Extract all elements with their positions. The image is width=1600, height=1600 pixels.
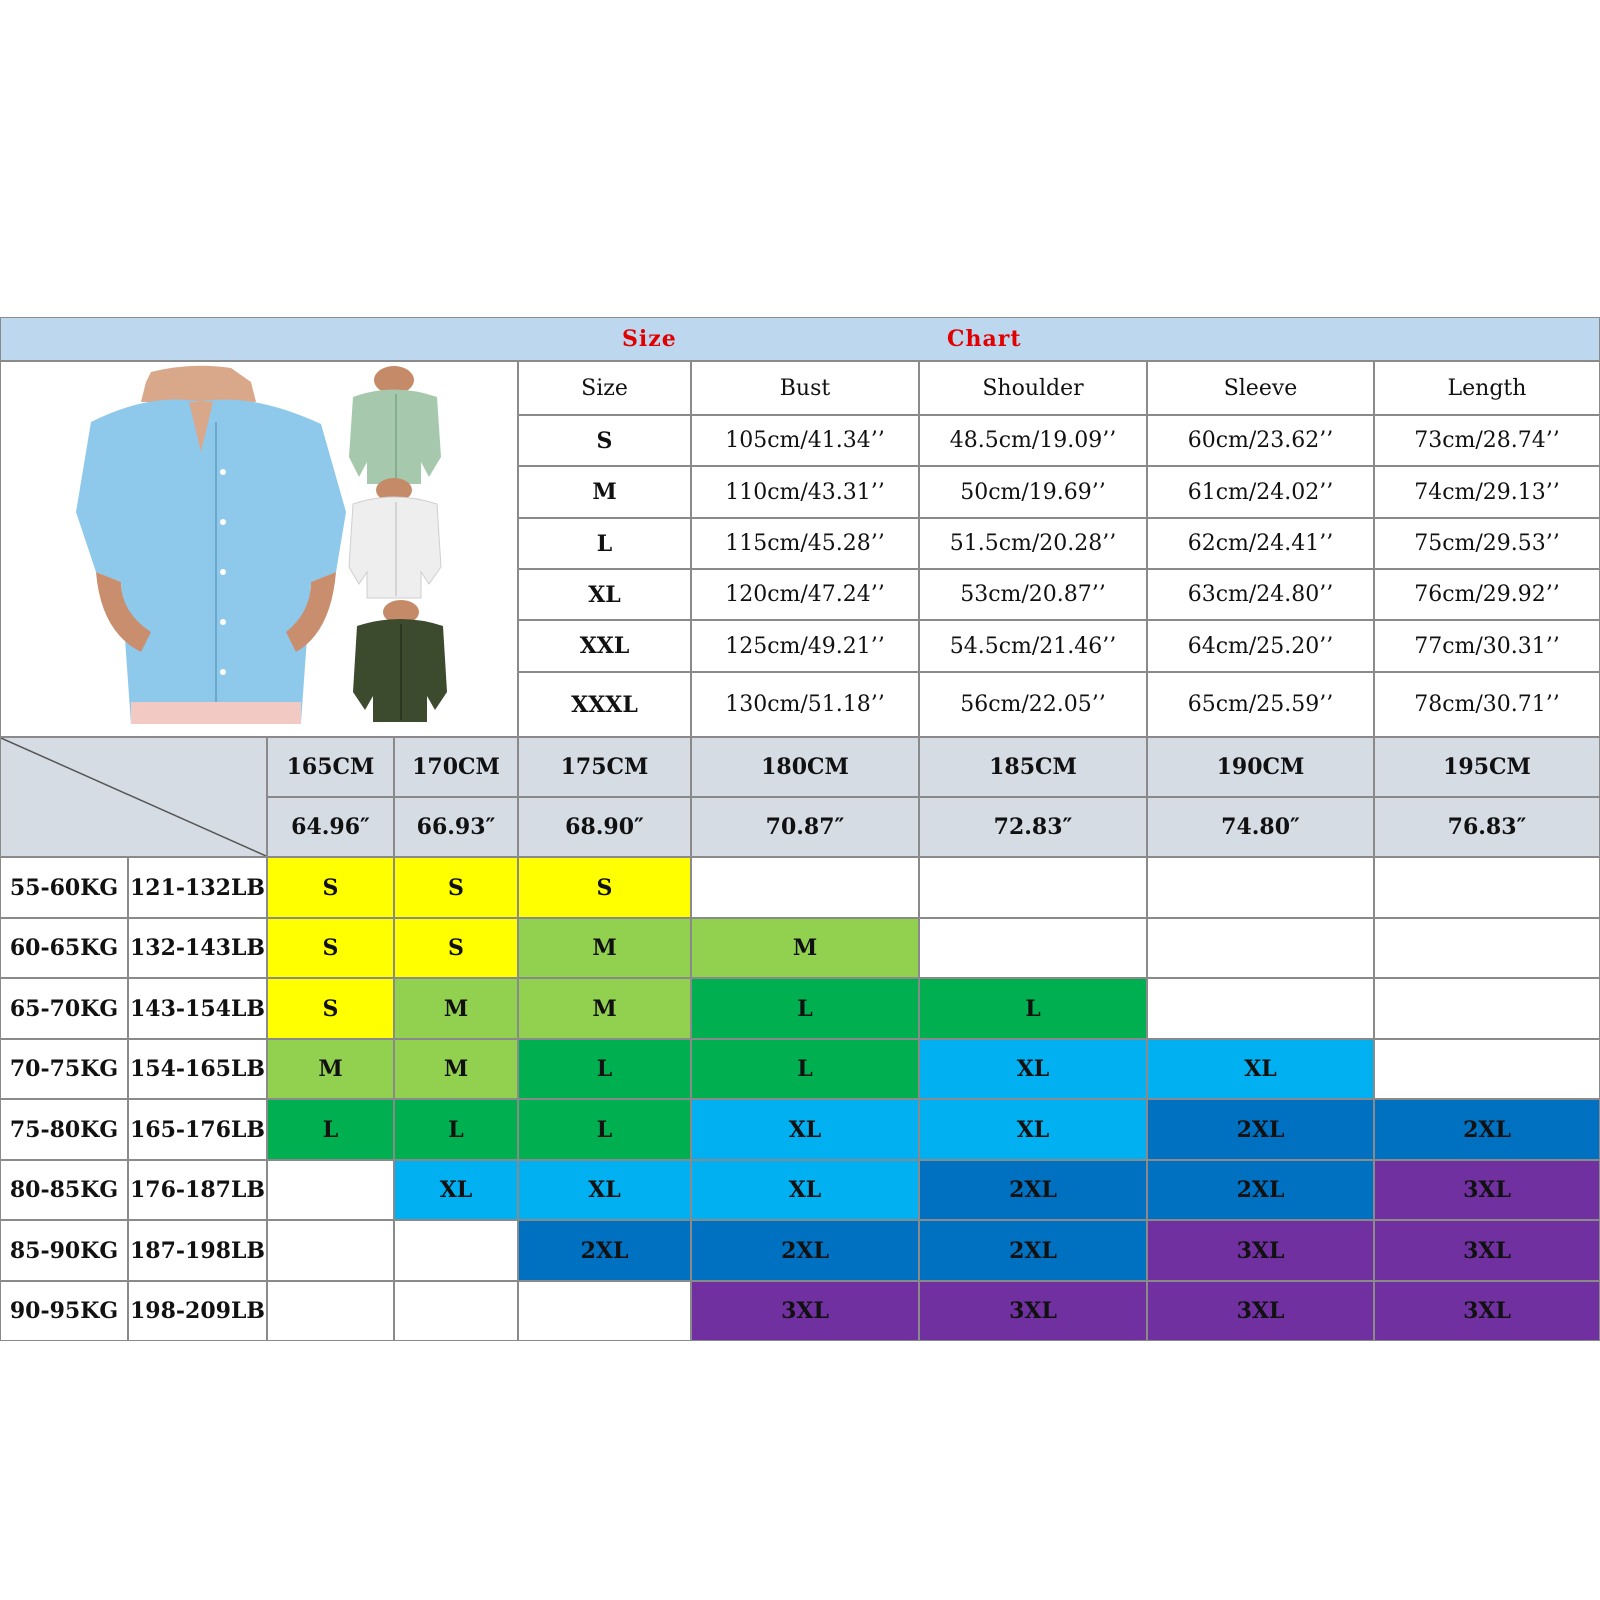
measure-value: 74cm/29.13’’ (1374, 466, 1600, 518)
height-inch-header: 76.83″ (1374, 797, 1600, 857)
fit-size-cell: XL (691, 1160, 919, 1220)
weight-kg-label: 55-60KG (0, 857, 128, 918)
fit-size-cell: 2XL (691, 1220, 919, 1281)
fit-size-cell: L (691, 978, 919, 1039)
height-inch-header: 66.93″ (394, 797, 518, 857)
fit-empty-cell (394, 1281, 518, 1341)
measure-value: 62cm/24.41’’ (1147, 518, 1374, 569)
fit-size-cell: M (518, 978, 691, 1039)
fit-size-cell: 3XL (1147, 1220, 1374, 1281)
fit-size-cell: S (394, 918, 518, 978)
fit-size-cell: M (518, 918, 691, 978)
measure-value: 115cm/45.28’’ (691, 518, 919, 569)
measure-value: 120cm/47.24’’ (691, 569, 919, 620)
weight-kg-label: 90-95KG (0, 1281, 128, 1341)
fit-size-cell: 2XL (1374, 1099, 1600, 1160)
fit-size-cell: S (267, 918, 394, 978)
fit-size-cell: XL (518, 1160, 691, 1220)
fit-empty-cell (518, 1281, 691, 1341)
height-cm-header: 180CM (691, 737, 919, 797)
weight-lb-label: 198-209LB (128, 1281, 267, 1341)
fit-size-cell: L (518, 1099, 691, 1160)
fit-empty-cell (691, 857, 919, 918)
shirt-models-illustration (1, 362, 517, 736)
measure-value: 61cm/24.02’’ (1147, 466, 1374, 518)
fit-size-cell: L (919, 978, 1147, 1039)
measure-size-label: M (518, 466, 691, 518)
main-model-blue-shirt (76, 366, 346, 724)
title-chart-word: Chart (947, 326, 1022, 352)
fit-empty-cell (1374, 918, 1600, 978)
weight-lb-label: 132-143LB (128, 918, 267, 978)
height-cm-header: 195CM (1374, 737, 1600, 797)
height-inch-header: 74.80″ (1147, 797, 1374, 857)
fit-empty-cell (919, 918, 1147, 978)
measure-value: 48.5cm/19.09’’ (919, 415, 1147, 466)
measure-header-length: Length (1374, 361, 1600, 415)
fit-size-cell: L (394, 1099, 518, 1160)
fit-empty-cell (267, 1160, 394, 1220)
height-inch-header: 68.90″ (518, 797, 691, 857)
fit-size-cell: S (394, 857, 518, 918)
fit-size-cell: 3XL (1147, 1281, 1374, 1341)
weight-kg-label: 70-75KG (0, 1039, 128, 1099)
fit-size-cell: 3XL (1374, 1160, 1600, 1220)
diagonal-header-cell (0, 737, 267, 857)
fit-size-cell: S (267, 857, 394, 918)
measure-value: 54.5cm/21.46’’ (919, 620, 1147, 672)
diagonal-line (1, 738, 266, 856)
measure-value: 130cm/51.18’’ (691, 672, 919, 737)
measure-size-label: XL (518, 569, 691, 620)
fit-empty-cell (267, 1281, 394, 1341)
weight-lb-label: 143-154LB (128, 978, 267, 1039)
measure-value: 63cm/24.80’’ (1147, 569, 1374, 620)
fit-empty-cell (1147, 857, 1374, 918)
measure-value: 77cm/30.31’’ (1374, 620, 1600, 672)
title-band (0, 317, 1600, 361)
fit-size-cell: 2XL (1147, 1160, 1374, 1220)
weight-lb-label: 165-176LB (128, 1099, 267, 1160)
title-size-word: Size (622, 326, 677, 352)
height-inch-header: 64.96″ (267, 797, 394, 857)
fit-size-cell: XL (919, 1039, 1147, 1099)
fit-size-cell: L (267, 1099, 394, 1160)
fit-size-cell: 3XL (1374, 1281, 1600, 1341)
measure-value: 50cm/19.69’’ (919, 466, 1147, 518)
small-model-white-shirt (349, 478, 441, 598)
measure-size-label: XXXL (518, 672, 691, 737)
fit-size-cell: XL (691, 1099, 919, 1160)
measure-value: 78cm/30.71’’ (1374, 672, 1600, 737)
height-cm-header: 175CM (518, 737, 691, 797)
fit-empty-cell (1374, 978, 1600, 1039)
fit-size-cell: XL (1147, 1039, 1374, 1099)
fit-empty-cell (1147, 918, 1374, 978)
measure-value: 51.5cm/20.28’’ (919, 518, 1147, 569)
fit-empty-cell (1147, 978, 1374, 1039)
fit-size-cell: 3XL (691, 1281, 919, 1341)
weight-lb-label: 187-198LB (128, 1220, 267, 1281)
small-model-green-shirt (349, 366, 441, 484)
measure-value: 110cm/43.31’’ (691, 466, 919, 518)
measure-value: 73cm/28.74’’ (1374, 415, 1600, 466)
weight-lb-label: 154-165LB (128, 1039, 267, 1099)
measure-size-label: S (518, 415, 691, 466)
fit-size-cell: 2XL (518, 1220, 691, 1281)
fit-size-cell: L (691, 1039, 919, 1099)
height-cm-header: 185CM (919, 737, 1147, 797)
fit-size-cell: 2XL (919, 1220, 1147, 1281)
weight-kg-label: 85-90KG (0, 1220, 128, 1281)
measure-value: 76cm/29.92’’ (1374, 569, 1600, 620)
measure-value: 53cm/20.87’’ (919, 569, 1147, 620)
measure-value: 56cm/22.05’’ (919, 672, 1147, 737)
fit-size-cell: M (394, 1039, 518, 1099)
height-cm-header: 170CM (394, 737, 518, 797)
fit-size-cell: XL (394, 1160, 518, 1220)
measure-size-label: XXL (518, 620, 691, 672)
measure-value: 125cm/49.21’’ (691, 620, 919, 672)
measure-header-sleeve: Sleeve (1147, 361, 1374, 415)
weight-kg-label: 60-65KG (0, 918, 128, 978)
fit-size-cell: S (267, 978, 394, 1039)
fit-empty-cell (919, 857, 1147, 918)
fit-size-cell: 3XL (1374, 1220, 1600, 1281)
fit-empty-cell (267, 1220, 394, 1281)
fit-size-cell: M (394, 978, 518, 1039)
weight-kg-label: 75-80KG (0, 1099, 128, 1160)
height-cm-header: 165CM (267, 737, 394, 797)
fit-empty-cell (1374, 1039, 1600, 1099)
measure-header-shoulder: Shoulder (919, 361, 1147, 415)
measure-value: 60cm/23.62’’ (1147, 415, 1374, 466)
measure-header-bust: Bust (691, 361, 919, 415)
weight-lb-label: 121-132LB (128, 857, 267, 918)
measure-value: 105cm/41.34’’ (691, 415, 919, 466)
measure-value: 75cm/29.53’’ (1374, 518, 1600, 569)
fit-size-cell: M (267, 1039, 394, 1099)
fit-size-cell: 2XL (1147, 1099, 1374, 1160)
measure-value: 65cm/25.59’’ (1147, 672, 1374, 737)
fit-size-cell: L (518, 1039, 691, 1099)
fit-size-cell: 3XL (919, 1281, 1147, 1341)
fit-empty-cell (394, 1220, 518, 1281)
height-cm-header: 190CM (1147, 737, 1374, 797)
weight-kg-label: 65-70KG (0, 978, 128, 1039)
fit-empty-cell (1374, 857, 1600, 918)
measure-size-label: L (518, 518, 691, 569)
measure-value: 64cm/25.20’’ (1147, 620, 1374, 672)
weight-lb-label: 176-187LB (128, 1160, 267, 1220)
fit-size-cell: XL (919, 1099, 1147, 1160)
height-inch-header: 70.87″ (691, 797, 919, 857)
measure-header-size: Size (518, 361, 691, 415)
weight-kg-label: 80-85KG (0, 1160, 128, 1220)
fit-size-cell: M (691, 918, 919, 978)
small-model-olive-shirt (353, 600, 447, 722)
fit-size-cell: 2XL (919, 1160, 1147, 1220)
fit-size-cell: S (518, 857, 691, 918)
product-photo (0, 361, 518, 737)
height-inch-header: 72.83″ (919, 797, 1147, 857)
